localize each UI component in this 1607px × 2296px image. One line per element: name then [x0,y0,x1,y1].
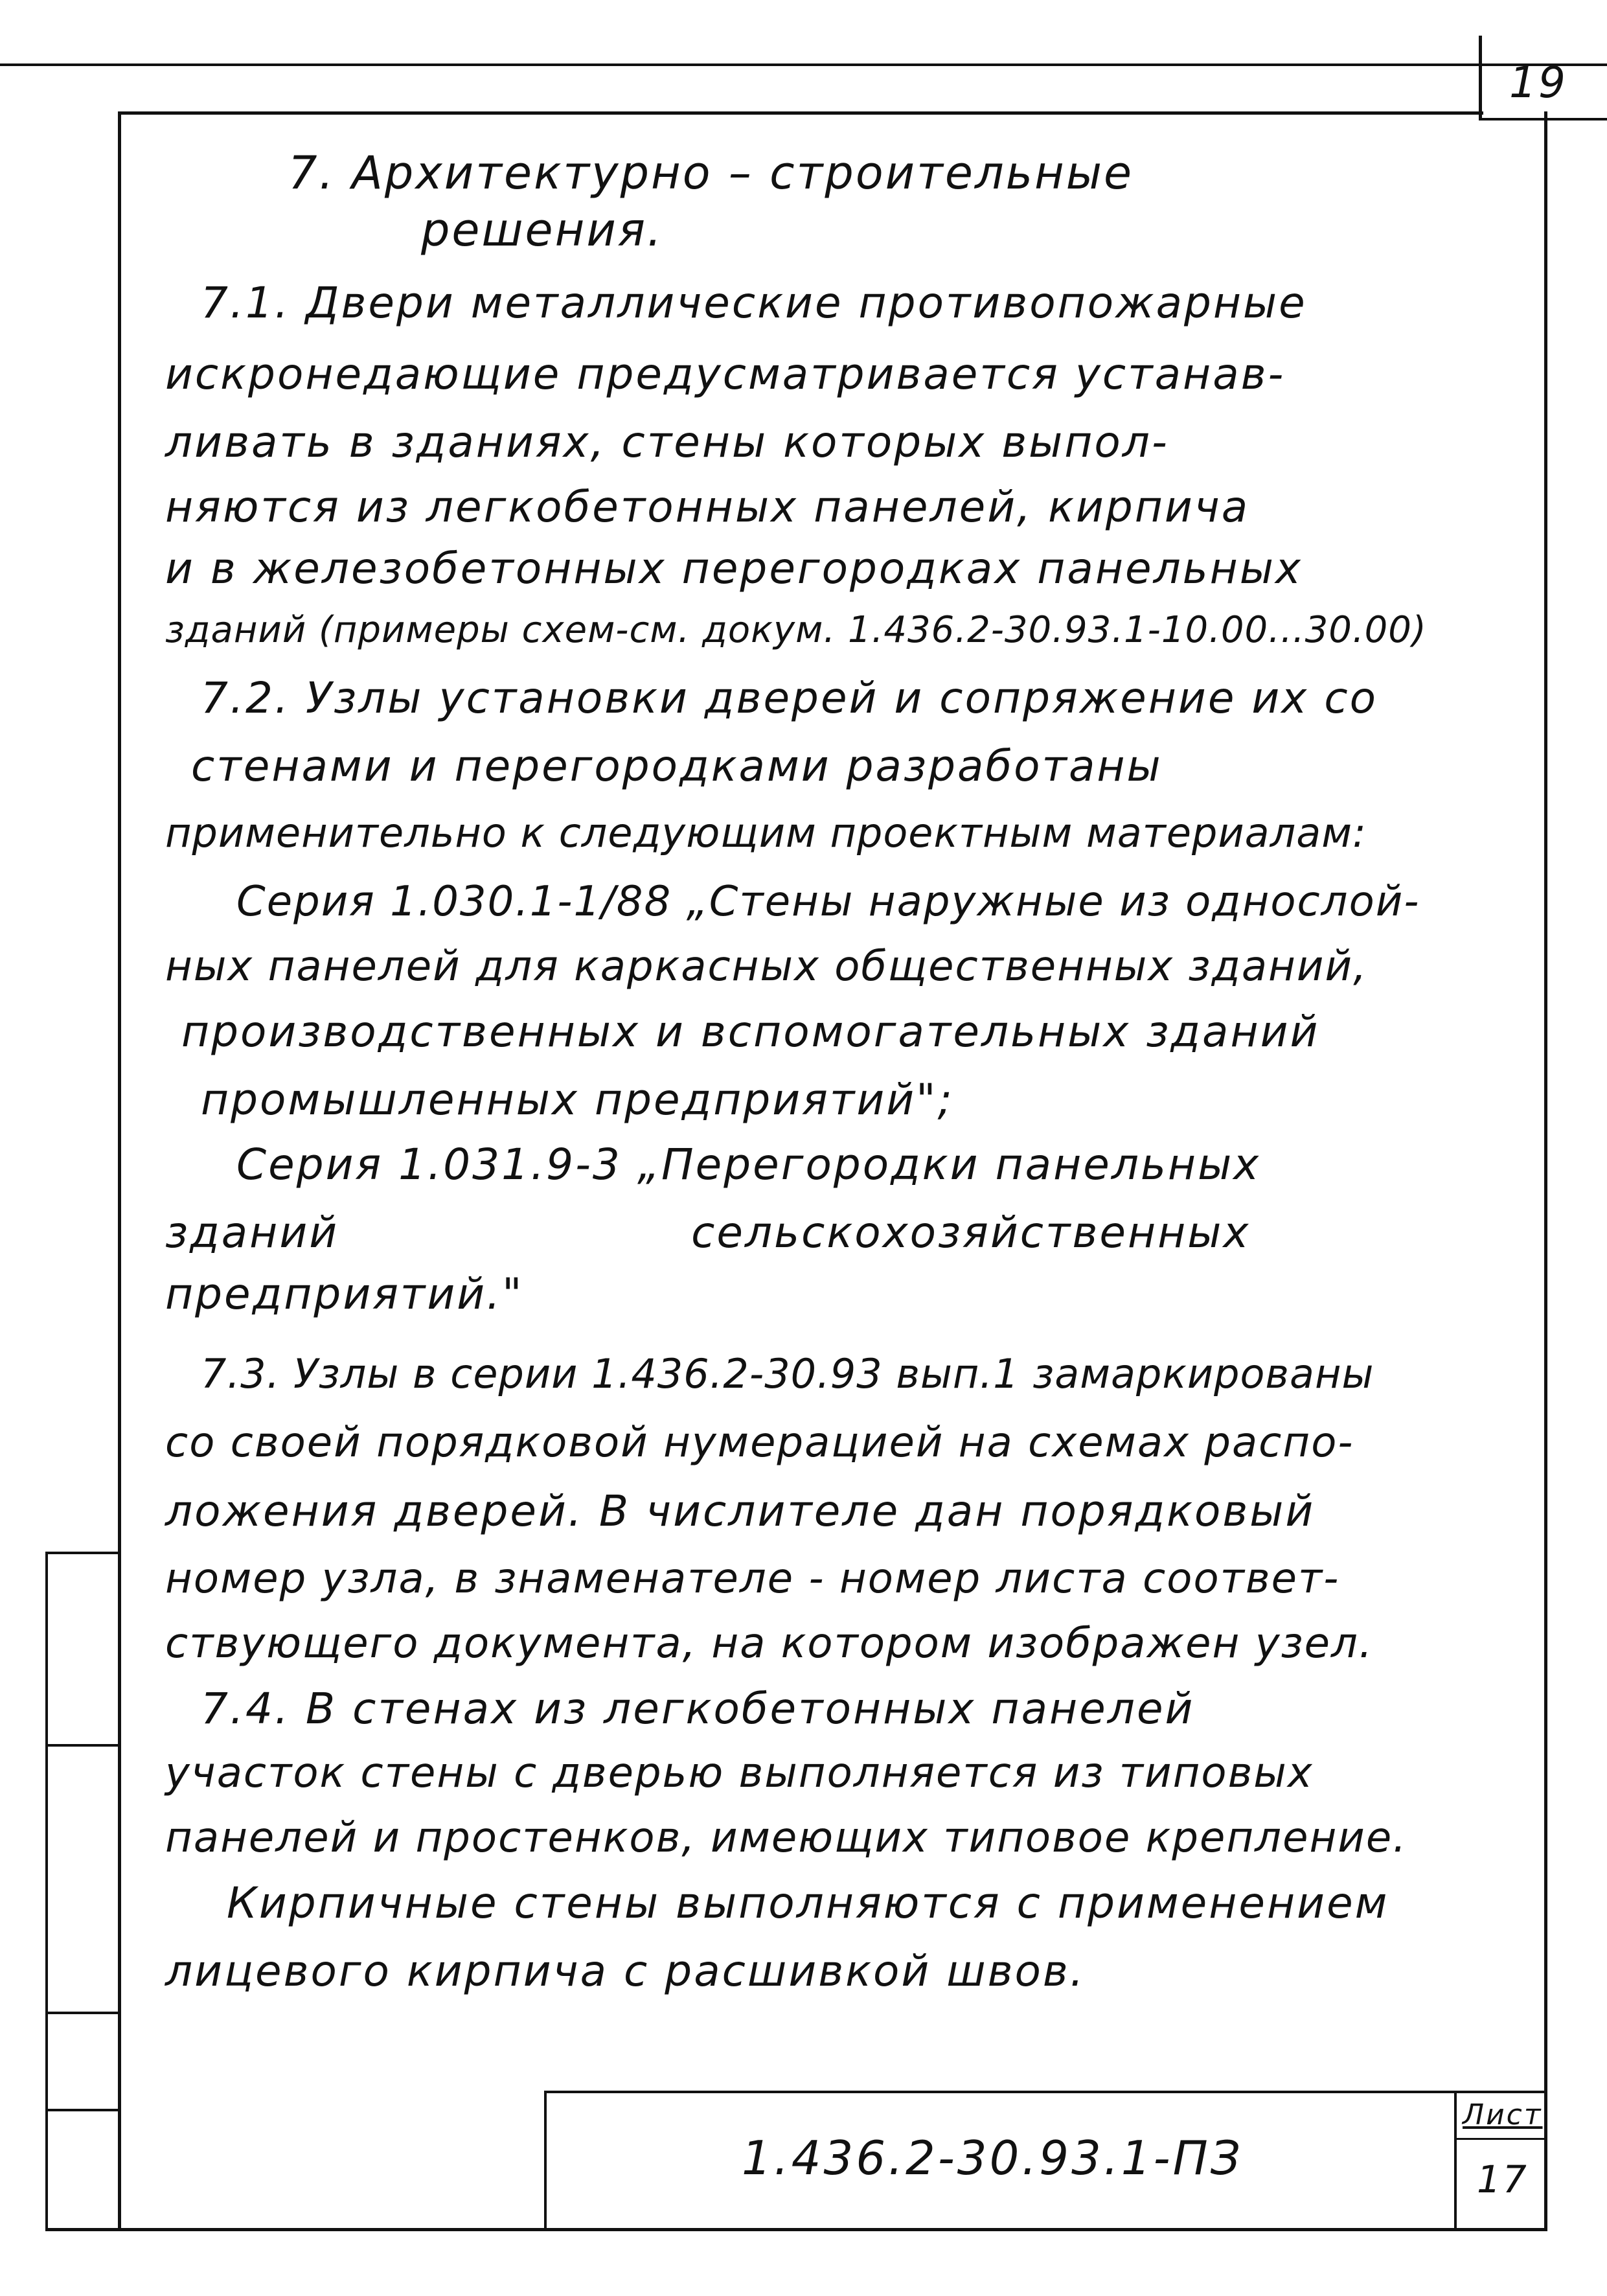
margin-strip-tick-3 [45,2012,120,2014]
text-line: участок стены с дверью выполняется из типовых [165,1749,1314,1797]
document-code: 1.436.2-30.93.1-ПЗ [742,2131,1243,2185]
text-line: со своей порядковой нумерацией на схемах распо- [165,1419,1354,1467]
text-line: 7.2. Узлы установки дверей и сопряжение их со [201,673,1378,723]
text-line: Кирпичные стены выполняются с применением [227,1878,1389,1928]
page-number: 19 [1509,58,1567,108]
text-line: производственных и вспомогательных зданий [181,1007,1320,1057]
top-border-line [0,63,1607,66]
margin-strip-tick-4 [45,2109,120,2111]
page-number-box-left-line [1479,36,1482,120]
text-line: применительно к следующим проектным материалам: [165,809,1367,856]
text-line: Серия 1.031.9-3 „Перегородки панельных [236,1140,1261,1189]
text-line: предприятий." [165,1269,524,1319]
text-line: ных панелей для каркасных общественных зданий, [165,943,1368,991]
inner-frame-left [118,111,121,2231]
text-line: зданий сельскохозяйственных [165,1208,1251,1257]
stamp-top-line [544,2091,1547,2093]
stamp-sheet-divider [1454,2138,1547,2140]
section-title-line-2: решения. [421,203,664,257]
text-line: номер узла, в знаменателе - номер листа соответ- [165,1555,1340,1603]
page-number-box-bottom-line [1479,118,1607,121]
text-line: лицевого кирпича с расшивкой швов. [165,1946,1086,1996]
text-line: 7.4. В стенах из легкобетонных панелей [201,1684,1195,1734]
inner-frame-bottom [45,2228,1547,2231]
text-line: зданий (примеры схем-см. докум. 1.436.2-30.93.1-10.00...30.00) [165,609,1427,651]
section-title-line-1: 7. Архитектурно – строительные [288,146,1134,200]
text-line: искронедающие предусматривается устанав- [165,349,1286,399]
text-line: и в железобетонных перегородках панельных [165,544,1303,593]
stamp-left-line [544,2091,547,2229]
stamp-divider-line [1454,2091,1457,2229]
margin-strip-tick-2 [45,1744,120,1747]
margin-strip-tick-1 [45,1552,120,1554]
inner-frame-top [118,111,1483,115]
text-line: ливать в зданиях, стены которых выпол- [165,417,1169,467]
text-line: панелей и простенков, имеющих типовое крепление. [165,1814,1408,1862]
text-line: няются из легкобетонных панелей, кирпича [165,482,1250,532]
text-line: ложения дверей. В числителе дан порядковый [165,1486,1316,1536]
inner-frame-right [1544,111,1547,2231]
sheet-number: 17 [1477,2157,1529,2201]
text-line: промышленных предприятий"; [201,1075,954,1125]
text-line: стенами и перегородками разработаны [191,741,1163,791]
text-line: Серия 1.030.1-1/88 „Стены наружные из однослой- [236,878,1420,926]
margin-strip-line [45,1552,48,2228]
sheet-label: Лист [1463,2098,1543,2131]
text-line: 7.3. Узлы в серии 1.436.2-30.93 вып.1 замаркированы [201,1350,1374,1397]
text-line: 7.1. Двери металлические противопожарные [201,278,1307,328]
text-line: ствующего документа, на котором изображен узел. [165,1620,1374,1668]
